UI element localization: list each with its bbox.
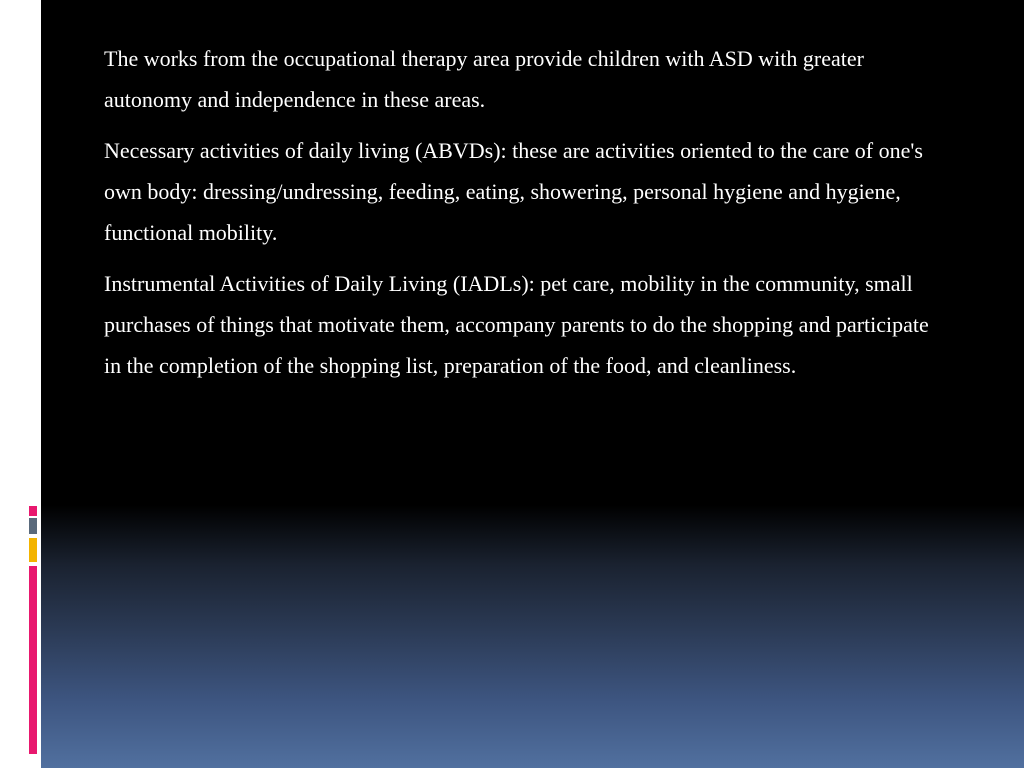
accent-bar-gold bbox=[29, 538, 37, 562]
paragraph-abvds: Necessary activities of daily living (ABVDs): these are activities oriented to the care of one's own body: dressing/undressing, feeding, eating, showering, personal hygiene and hygiene, functional mobility. bbox=[104, 138, 923, 245]
accent-bar-pink-long bbox=[29, 566, 37, 754]
left-margin-strip bbox=[0, 0, 41, 768]
slide-body-text bbox=[104, 38, 934, 396]
paragraph-iadls: Instrumental Activities of Daily Living (IADLs): pet care, mobility in the community, small purchases of things that motivate them, accompany parents to do the shopping and participate in the completion of the shopping list, preparation of the food, and cleanliness. bbox=[104, 271, 929, 378]
paragraph-intro: The works from the occupational therapy area provide children with ASD with greater autonomy and independence in these areas. bbox=[104, 46, 864, 112]
accent-bar-slate bbox=[29, 518, 37, 534]
accent-bar-pink-top bbox=[29, 506, 37, 516]
